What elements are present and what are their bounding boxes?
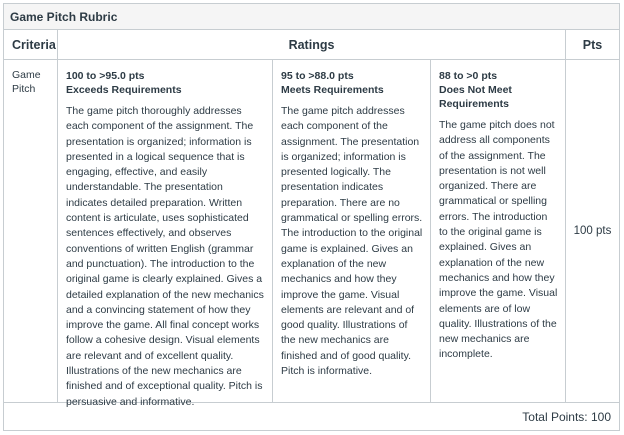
rating-description: The game pitch thoroughly addresses each component of the assignment. The presentation is organized; information is presented in a logical sequence that is engaging, effective, and easily understandable. The presentation indicates detailed preparation. Written content is articulate, uses sophisticated sentences effectively, and observes conventions of written English (grammar and punctuation). The introduction to the original game is clearly explained. Gives a detailed explanation of the new mechanics and a convincing statement of how they improve the game. All final concept works follow a cohesive design. Visual elements are relevant and of excellent quality. Illustrations of the new mechanics are finished and of exceptional quality. Pitch is persuasive and informative. bbox=[66, 105, 264, 408]
rubric-table bbox=[3, 3, 620, 431]
criteria-header: Criteria bbox=[4, 30, 58, 60]
rating-does-not-meet bbox=[431, 60, 566, 402]
rating-description: The game pitch addresses each component of the assignment. The presentation is organized; information is presented logically. The presentation indicates preparation. There are no grammatical or spelling errors. The introduction to the original game is explained. Gives an explanation of the new mechanics and how they improve the game. Visual elements are relevant and of good quality. Illustrations of the new mechanics are finished and of good quality. Pitch is informative. bbox=[281, 105, 423, 378]
rating-meets bbox=[273, 60, 431, 402]
ratings-header: Ratings bbox=[58, 30, 566, 60]
rating-title: Exceeds Requirements bbox=[66, 84, 182, 96]
rating-points: 88 to >0 pts bbox=[439, 70, 498, 82]
rubric-title: Game Pitch Rubric bbox=[4, 4, 619, 30]
criterion-points-value: 100 pts bbox=[573, 225, 612, 237]
criterion-name: Game Pitch bbox=[4, 60, 58, 402]
rating-title: Does Not Meet Requirements bbox=[439, 84, 512, 110]
criterion-row bbox=[4, 60, 619, 408]
rating-points: 95 to >88.0 pts bbox=[281, 70, 354, 82]
pts-header: Pts bbox=[566, 30, 619, 60]
criterion-points bbox=[566, 60, 619, 402]
rating-title: Meets Requirements bbox=[281, 84, 384, 96]
rating-points: 100 to >95.0 pts bbox=[66, 70, 145, 82]
total-points: Total Points: 100 bbox=[522, 410, 611, 424]
rating-description: The game pitch does not address all components of the assignment. The presentation is not well organized. There are grammatical or spelling errors. The introduction to the original game is explained. Gives an explanation of the new mechanics and how they improve the game. Visual elements are of low quality. Illustrations of the new mechanics are incomplete. bbox=[439, 119, 558, 361]
rating-exceeds bbox=[58, 60, 273, 408]
